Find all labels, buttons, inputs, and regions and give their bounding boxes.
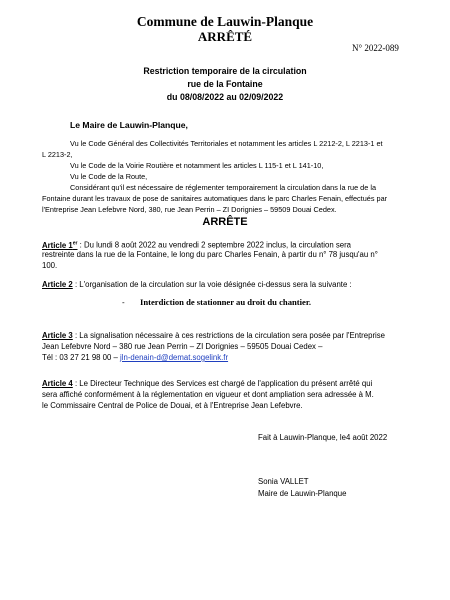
commune-title: Commune de Lauwin-Planque [136, 14, 314, 29]
article-4-line3: le Commissaire Central de Police de Douai, et à l'Entreprise Jean Lefebvre. [42, 401, 303, 410]
article-3-line3: Tél : 03 27 21 98 00 – jln-denain-d@demat.sogelink.fr [42, 353, 229, 362]
vu-cgct-line2: L 2213-2, [42, 150, 73, 159]
document-type: ARRÊTÉ [197, 29, 253, 44]
signatory-name: Sonia VALLET [258, 477, 309, 486]
vu-route: Vu le Code de la Route, [70, 172, 148, 181]
article-1-line1: Article 1er : Du lundi 8 août 2022 au vendredi 2 septembre 2022 inclus, la circulation sera [42, 240, 352, 250]
subject-line-3: du 08/08/2022 au 02/09/2022 [166, 92, 284, 102]
subject-line-1: Restriction temporaire de la circulation [143, 66, 307, 76]
article-2-bullet: Interdiction de stationner au droit du chantier. [140, 297, 312, 307]
considerant-line1: Considérant qu'il est nécessaire de réglementer temporairement la circulation dans la rue de la [70, 183, 376, 192]
place-and-date: Fait à Lauwin-Planque, le4 août 2022 [258, 433, 388, 442]
bullet-dash: - [122, 298, 125, 307]
article-4-line2: sera affiché conformément à la réglementation en vigueur et dont ampliation sera adressée à M. [42, 390, 374, 399]
arrete-number: N° 2022-089 [352, 43, 399, 53]
article-1-label: Article 1er [42, 240, 78, 250]
article-4-label: Article 4 [42, 379, 73, 388]
signatory-role: Maire de Lauwin-Planque [258, 489, 347, 498]
arrete-heading: ARRÊTE [202, 216, 248, 228]
article-2-label: Article 2 [42, 280, 73, 289]
mayor-heading: Le Maire de Lauwin-Planque, [70, 120, 188, 130]
vu-voirie: Vu le Code de la Voirie Routière et notamment les articles L 115-1 et L 141-10, [70, 161, 324, 170]
vu-cgct-line1: Vu le Code Général des Collectivités Territoriales et notamment les articles L 2212-2, L 2213-1 et [70, 139, 383, 148]
contact-email-link[interactable]: jln-denain-d@demat.sogelink.fr [120, 353, 229, 362]
article-3-label: Article 3 [42, 331, 73, 340]
article-3-line1: Article 3 : La signalisation nécessaire à ces restrictions de la circulation sera posée par l'Entreprise [42, 331, 386, 340]
article-2-line1: Article 2 : L'organisation de la circulation sur la voie désignée ci-dessus sera la suivante : [42, 280, 352, 289]
article-3-line2: Jean Lefebvre Nord – 380 rue Jean Perrin – ZI Dorignies – 59505 Douai Cedex – [42, 342, 323, 351]
considerant-line2: Fontaine durant les travaux de pose de sanitaires automatiques dans le parc Charles Fenain, effectués par [42, 194, 388, 203]
subject-line-2: rue de la Fontaine [187, 79, 263, 89]
article-4-line1: Article 4 : Le Directeur Technique des Services est chargé de l'application du présent arrêté qui [42, 379, 373, 388]
article-1-line2: restreinte dans la rue de la Fontaine, le long du parc Charles Fenain, à partir du n° 78 jusqu'au n° [42, 250, 378, 259]
article-1-line3: 100. [42, 261, 58, 270]
considerant-line3: l'Entreprise Jean Lefebvre Nord, 380, rue Jean Perrin – ZI Dorignies – 59509 Douai Cedex. [42, 205, 337, 214]
